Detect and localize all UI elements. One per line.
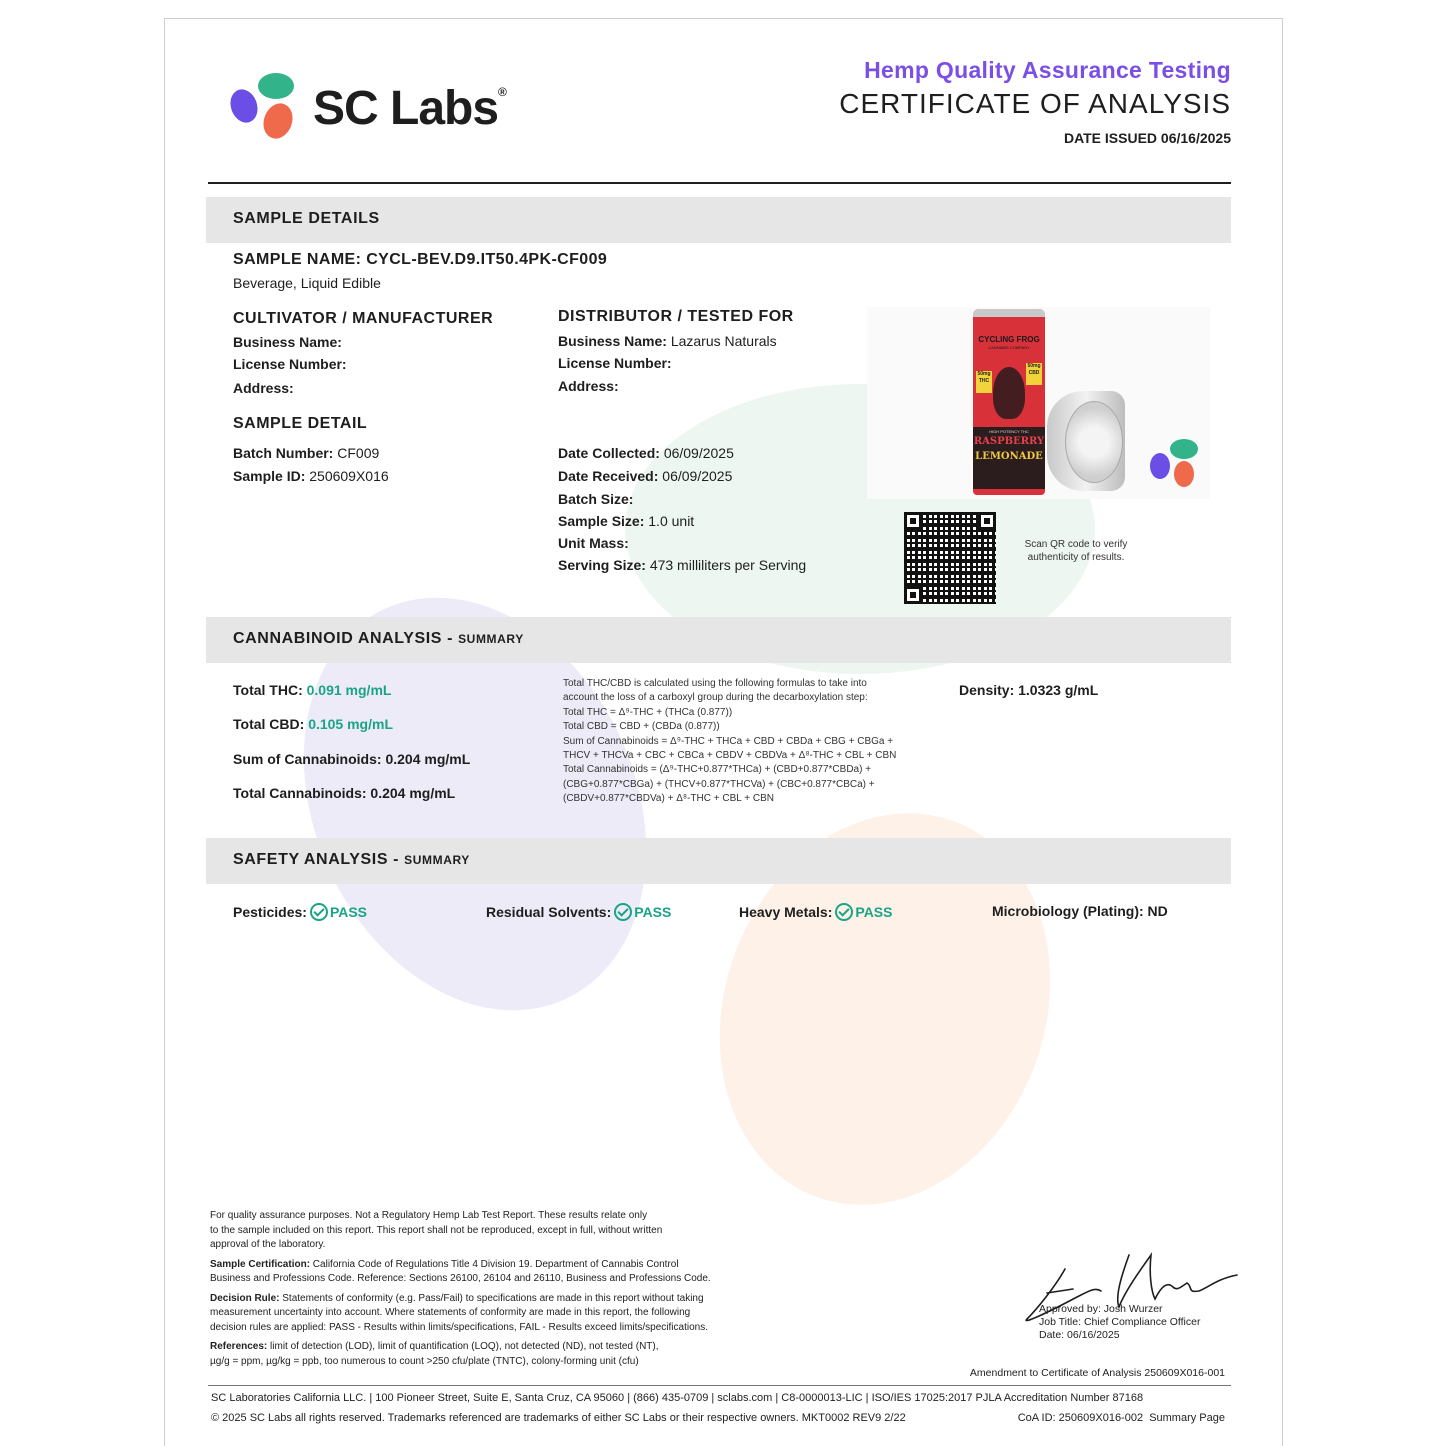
microbiology-result bbox=[992, 903, 1168, 919]
date-issued: DATE ISSUED 06/16/2025 bbox=[1063, 130, 1231, 146]
logo-purple-dot bbox=[226, 86, 262, 127]
distributor-license-label: License Number: bbox=[558, 355, 672, 371]
footer-coa-id: CoA ID: 250609X016-002 Summary Page bbox=[1017, 1412, 1225, 1424]
can-brand-text: CYCLING FROG bbox=[978, 335, 1040, 344]
date-received-label: Date Received: bbox=[558, 468, 659, 484]
total-cbd-label: Total CBD: bbox=[233, 716, 305, 732]
can-flavor-line-2: LEMONADE bbox=[975, 451, 1043, 462]
approval-date: Date: 06/16/2025 bbox=[1039, 1329, 1120, 1341]
can-label-band bbox=[973, 427, 1045, 489]
formula-line: THCV + THCVa + CBC + CBCa + CBDV + CBDVa + Δ⁸-THC + CBL + CBN bbox=[563, 750, 897, 762]
residual-solvents-label: Residual Solvents: bbox=[486, 904, 612, 920]
distributor-business-name bbox=[558, 333, 777, 349]
check-circle-icon bbox=[310, 903, 328, 921]
batch-number-label: Batch Number: bbox=[233, 445, 334, 461]
decision-line bbox=[210, 1292, 711, 1307]
qr-caption bbox=[1017, 538, 1135, 564]
cannabinoid-band bbox=[206, 617, 1231, 663]
sample-size-label: Sample Size: bbox=[558, 513, 645, 529]
sample-size-value: 1.0 unit bbox=[648, 513, 695, 529]
residual-solvents-value: PASS bbox=[634, 904, 672, 920]
cert-line: Business and Professions Code. Reference: Sections 26100, 26104 and 26110, Business and Professions Code. bbox=[210, 1273, 711, 1284]
distributor-heading: DISTRIBUTOR / TESTED FOR bbox=[558, 308, 794, 325]
microbiology-value: ND bbox=[1147, 903, 1168, 919]
cultivator-address-label: Address: bbox=[233, 380, 294, 396]
cultivator-business-name-label: Business Name: bbox=[233, 334, 342, 350]
total-cannabinoids-label: Total Cannabinoids: bbox=[233, 785, 367, 801]
sample-name: SAMPLE NAME: CYCL-BEV.D9.IT50.4PK-CF009 bbox=[233, 251, 608, 268]
qa-line: approval of the laboratory. bbox=[210, 1239, 326, 1250]
qr-caption-line-1: Scan QR code to verify bbox=[1024, 539, 1128, 550]
sample-id bbox=[233, 468, 389, 484]
sum-cannabinoids-value: 0.204 mg/mL bbox=[385, 751, 471, 767]
can-badge-right: 50mg CBD bbox=[1026, 363, 1042, 385]
safety-title-sub: SUMMARY bbox=[404, 853, 470, 867]
brand-name: SC Labs bbox=[313, 82, 499, 135]
product-image bbox=[867, 307, 1210, 499]
sum-cannabinoids-label: Sum of Cannabinoids: bbox=[233, 751, 382, 767]
pesticides-result bbox=[233, 903, 367, 921]
registered-mark: ® bbox=[498, 85, 506, 99]
formula-line: Total THC = Δ⁹-THC + (THCa (0.877)) bbox=[563, 706, 733, 718]
safety-band bbox=[206, 838, 1231, 884]
sample-details-band bbox=[206, 197, 1231, 243]
references-text: limit of detection (LOD), limit of quantification (LOQ), not detected (ND), not tested (NT), bbox=[267, 1341, 659, 1352]
microbiology-label: Microbiology (Plating): bbox=[992, 903, 1144, 919]
total-cbd-value: 0.105 mg/mL bbox=[308, 716, 394, 732]
date-received-value: 06/09/2025 bbox=[662, 468, 733, 484]
logo-orange-dot bbox=[259, 99, 298, 142]
cultivator-license-label: License Number: bbox=[233, 356, 347, 372]
logo-wordmark bbox=[313, 81, 506, 136]
heavy-metals-value: PASS bbox=[855, 904, 893, 920]
formula-line: (CBG+0.877*CBGa) + (THCV+0.877*THCVa) + (CBC+0.877*CBCa) + bbox=[563, 778, 875, 790]
cannabinoid-title-main: CANNABINOID ANALYSIS - bbox=[233, 630, 459, 647]
pesticides-value: PASS bbox=[329, 904, 368, 920]
can-badge-left: 50mg THC bbox=[976, 371, 992, 393]
sum-cannabinoids bbox=[233, 751, 470, 767]
formula-line: Total Cannabinoids = (Δ⁹-THC+0.877*THCa) + (CBD+0.877*CBDa) + bbox=[563, 764, 872, 776]
batch-number bbox=[233, 445, 379, 461]
can-top-rim bbox=[973, 309, 1045, 317]
header-divider bbox=[208, 182, 1231, 184]
job-title: Job Title: Chief Compliance Officer bbox=[1039, 1316, 1201, 1328]
cert-text: California Code of Regulations Title 4 Division 19. Department of Cannabis Control bbox=[310, 1258, 679, 1270]
safety-title-main: SAFETY ANALYSIS - bbox=[233, 851, 405, 868]
image-logo-green bbox=[1170, 439, 1198, 459]
date-collected-label: Date Collected: bbox=[558, 445, 660, 461]
sample-id-label: Sample ID: bbox=[233, 468, 306, 484]
serving-size-label: Serving Size: bbox=[558, 557, 646, 573]
qr-finder-top-right bbox=[978, 512, 996, 530]
check-circle-icon bbox=[835, 903, 853, 921]
sample-detail-heading: SAMPLE DETAIL bbox=[233, 415, 368, 432]
date-collected-value: 06/09/2025 bbox=[663, 445, 734, 461]
qa-line: to the sample included on this report. This report shall not be reproduced, except in full, without written bbox=[210, 1224, 663, 1236]
decision-line: measurement uncertainty into account. Where statements of conformity are made in this report, the following bbox=[210, 1307, 691, 1318]
can-bottom-disc bbox=[1065, 401, 1123, 483]
formula-notes bbox=[563, 677, 896, 807]
document-title: CERTIFICATE OF ANALYSIS bbox=[839, 88, 1231, 119]
qr-finder-top-left bbox=[904, 512, 922, 530]
qr-caption-line-2: authenticity of results. bbox=[1027, 552, 1125, 563]
unit-mass-label: Unit Mass: bbox=[558, 535, 629, 551]
footer-copyright: © 2025 SC Labs all rights reserved. Trademarks referenced are trademarks of either SC Labs or their respective owners. MKT0002 REV9 2/22 bbox=[211, 1412, 906, 1424]
amendment-note: Amendment to Certificate of Analysis 250609X016-001 bbox=[969, 1367, 1225, 1379]
approved-by: Approved by: Josh Wurzer bbox=[1039, 1303, 1163, 1315]
cultivator-heading: CULTIVATOR / MANUFACTURER bbox=[233, 310, 494, 327]
distributor-business-name-label: Business Name: bbox=[558, 333, 667, 349]
safety-title bbox=[233, 851, 470, 869]
decision-label: Decision Rule: bbox=[210, 1292, 280, 1304]
logo-green-dot bbox=[258, 73, 294, 99]
serving-size bbox=[558, 557, 806, 573]
formula-line: (CBDV+0.877*CBDVa) + Δ⁸-THC + CBL + CBN bbox=[563, 793, 774, 805]
certificate-page bbox=[164, 18, 1283, 1446]
formula-line: Total THC/CBD is calculated using the following formulas to take into bbox=[563, 678, 867, 689]
formula-line: Total CBD = CBD + (CBDa (0.877)) bbox=[563, 721, 720, 733]
image-logo-mark bbox=[1150, 439, 1202, 491]
total-thc bbox=[233, 682, 391, 698]
qa-line: For quality assurance purposes. Not a Regulatory Hemp Lab Test Report. These results relate only bbox=[210, 1210, 648, 1221]
date-received bbox=[558, 468, 732, 484]
formula-line: Sum of Cannabinoids = Δ⁹-THC + THCa + CBD + CBDa + CBG + CBGa + bbox=[563, 735, 894, 747]
footer-divider bbox=[208, 1385, 1231, 1386]
total-thc-label: Total THC: bbox=[233, 682, 303, 698]
distributor-business-name-value: Lazarus Naturals bbox=[670, 333, 777, 349]
formula-line: account the loss of a carboxyl group during the decarboxylation step: bbox=[563, 692, 868, 704]
pesticides-label: Pesticides: bbox=[233, 904, 307, 920]
serving-size-value: 473 milliliters per Serving bbox=[649, 557, 807, 573]
heavy-metals-label: Heavy Metals: bbox=[739, 904, 833, 920]
can-flavor-line-1: RASPBERRY bbox=[973, 436, 1045, 447]
batch-number-value: CF009 bbox=[337, 445, 380, 461]
can-frog-illustration bbox=[993, 367, 1025, 419]
distributor-address-label: Address: bbox=[558, 378, 619, 394]
image-logo-orange bbox=[1174, 461, 1194, 487]
date-collected bbox=[558, 445, 734, 461]
qr-code[interactable] bbox=[904, 512, 996, 604]
cert-label: Sample Certification: bbox=[210, 1258, 311, 1270]
sample-details-title: SAMPLE DETAILS bbox=[233, 210, 380, 227]
image-logo-purple bbox=[1150, 453, 1170, 479]
tagline: Hemp Quality Assurance Testing bbox=[864, 57, 1231, 83]
cannabinoid-title-sub: SUMMARY bbox=[458, 632, 524, 646]
total-thc-value: 0.091 mg/mL bbox=[306, 682, 392, 698]
references-line bbox=[210, 1340, 711, 1355]
references-line: µg/g = ppm, µg/kg = ppb, too numerous to count >250 cfu/plate (TNTC), colony-forming unit (cfu) bbox=[210, 1355, 639, 1367]
cert-line bbox=[210, 1258, 711, 1273]
can-bottom-view bbox=[1047, 391, 1125, 491]
decision-line: decision rules are applied: PASS - Results within limits/specifications, FAIL - Results exceed limits/specifications. bbox=[210, 1321, 708, 1333]
heavy-metals-result bbox=[739, 903, 892, 921]
can-potency-text: HIGH POTENCY THC bbox=[989, 429, 1029, 434]
beverage-can bbox=[973, 309, 1045, 495]
sample-id-value: 250609X016 bbox=[309, 468, 389, 484]
decision-text: Statements of conformity (e.g. Pass/Fail) to specifications are made in this report without taking bbox=[279, 1292, 704, 1304]
qr-finder-bottom-left bbox=[904, 586, 922, 604]
sample-type: Beverage, Liquid Edible bbox=[233, 275, 381, 291]
total-cannabinoids bbox=[233, 785, 455, 801]
references-label: References: bbox=[210, 1341, 268, 1352]
sample-size bbox=[558, 513, 694, 529]
cannabinoid-title bbox=[233, 630, 524, 648]
residual-solvents-result bbox=[486, 903, 671, 921]
disclaimer bbox=[210, 1209, 711, 1369]
approval-block bbox=[1039, 1303, 1200, 1342]
check-circle-icon bbox=[614, 903, 632, 921]
footer-address: SC Laboratories California LLC. | 100 Pioneer Street, Suite E, Santa Cruz, CA 95060 | (866) 435-0709 | sclabs.com | C8-0000013-LIC | ISO/IES 17025:2017 PJLA Accreditation Number 87168 bbox=[211, 1392, 1144, 1404]
batch-size-label: Batch Size: bbox=[558, 491, 634, 507]
logo bbox=[231, 71, 531, 141]
density-value: 1.0323 g/mL bbox=[1018, 682, 1099, 698]
density-label: Density: bbox=[959, 682, 1015, 698]
density bbox=[959, 682, 1098, 698]
total-cannabinoids-value: 0.204 mg/mL bbox=[370, 785, 456, 801]
can-sub-text: CANNABIS COMPANY bbox=[988, 345, 1030, 350]
total-cbd bbox=[233, 716, 393, 732]
